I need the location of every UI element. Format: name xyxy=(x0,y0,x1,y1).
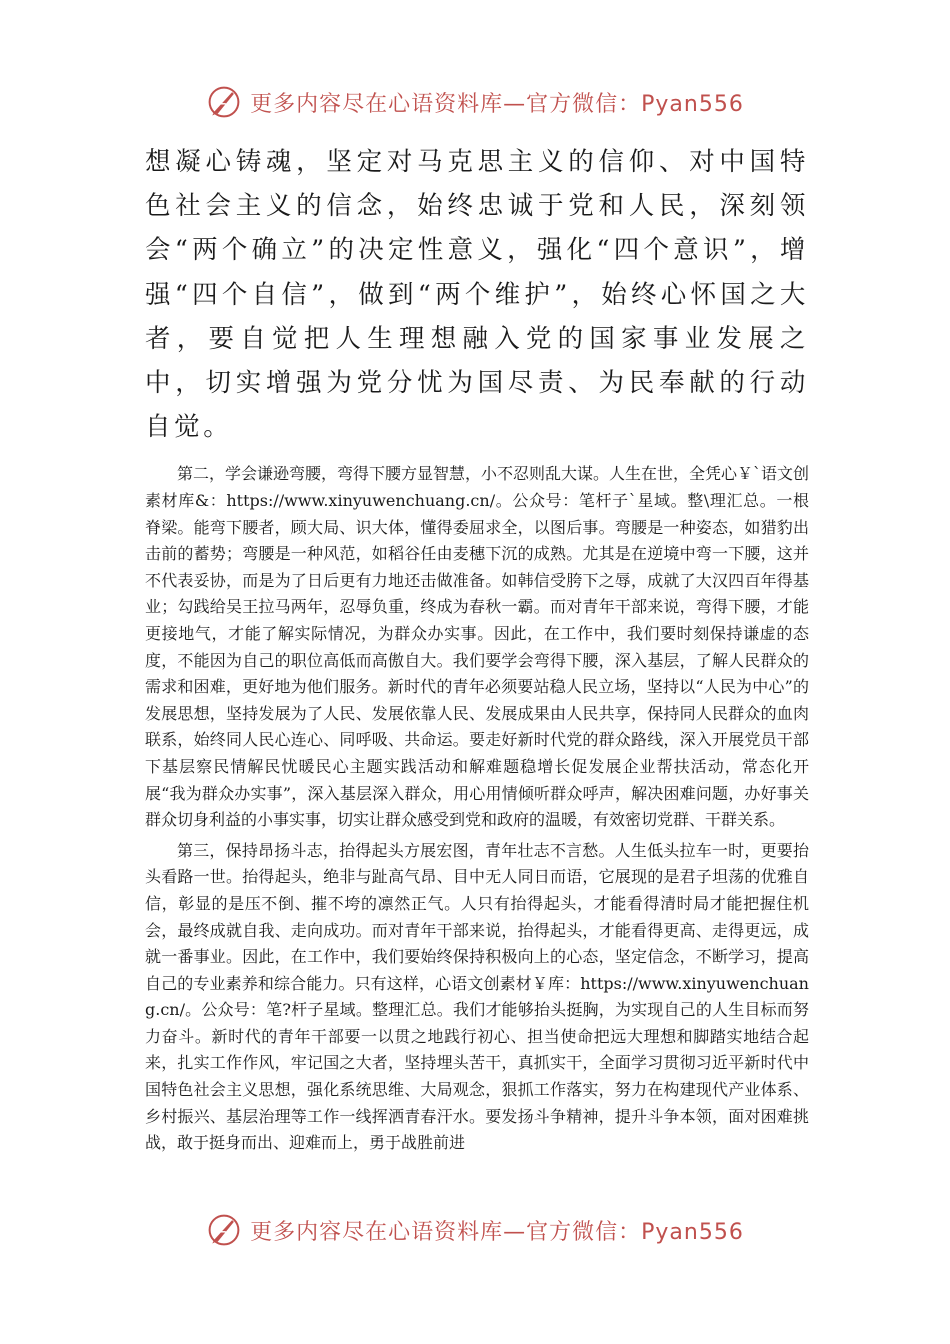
footer-brand-banner xyxy=(0,1210,950,1250)
footer-brand-text: 更多内容尽在心语资料库—官方微信：Pyan556 xyxy=(250,1219,744,1245)
quill-pen-logo-icon xyxy=(206,1212,242,1248)
body-paragraph-3: 第三，保持昂扬斗志，抬得起头方展宏图，青年壮志不言愁。人生低头拉车一时，更要抬头看路一世。抬得起头，绝非与趾高气昂、目中无人同日而语，它展现的是君子坦荡的优雅自信，彰显的是压不倒、摧不垮的凛然正气。人只有抬得起头，才能看得清时局才能把握住机会，最终成就自我、走向成功。而对青年干部来说，抬得起头，才能看得更高、走得更远，成就一番事业。因此，在工作中，我们要始终保持积极向上的心态，坚定信念，不断学习，提高自己的专业素养和综合能力。只有这样，心语文创素材￥库：https://www.xinyuwenchuang.cn/。公众号：笔?杆子星域。整理汇总。我们才能够抬头挺胸，为实现自己的人生目标而努力奋斗。新时代的青年干部要一以贯之地践行初心、担当使命把远大理想和脚踏实地结合起来，扎实工作作风，牢记国之大者，坚持埋头苦干，真抓实干，全面学习贯彻习近平新时代中国特色社会主义思想，强化系统思维、大局观念，狠抓工作落实，努力在构建现代产业体系、乡村振兴、基层治理等工作一线挥洒青春汗水。要发扬斗争精神，提升斗争本领，面对困难挑战，敢于挺身而出、迎难而上，勇于战胜前进 xyxy=(145,840,809,1153)
body-paragraph-2: 第二，学会谦逊弯腰，弯得下腰方显智慧，小不忍则乱大谋。人生在世，全凭心￥`语文创素材库&：https://www.xinyuwenchuang.cn/。公众号：笔杆子`星域。整\理汇总。一根脊梁。能弯下腰者，顾大局、识大体，懂得委屈求全，以图后事。弯腰是一种姿态，如猎豹出击前的蓄势；弯腰是一种风范，如稻谷任由麦穗下沉的成熟。尤其是在逆境中弯一下腰，这并不代表妥协，而是为了日后更有力地还击做准备。如韩信受胯下之辱，成就了大汉四百年得基业；勾践给吴王拉马两年，忍辱负重，终成为春秋一霸。而对青年干部来说，弯得下腰，才能更接地气，才能了解实际情况，为群众办实事。因此，在工作中，我们要时刻保持谦虚的态度，不能因为自己的职位高低而高傲自大。我们要学会弯得下腰，深入基层，了解人民群众的需求和困难，更好地为他们服务。新时代的青年必须要站稳人民立场，坚持以“人民为中心”的发展思想，坚持发展为了人民、发展依靠人民、发展成果由人民共享，保持同人民群众的血肉联系，始终同人民心连心、同呼吸、共命运。要走好新时代党的群众路线，深入开展党员干部下基层察民情解民忧暖民心主题实践活动和解难题稳增长促发展企业帮扶活动，常态化开展“我为群众办实事”，深入基层深入群众，用心用情倾听群众呼声，解决困难问题，办好事关群众切身利益的小事实事，切实让群众感受到党和政府的温暖，有效密切党群、干群关系。 xyxy=(145,464,810,830)
document-body xyxy=(145,140,809,1157)
quill-pen-logo-icon xyxy=(206,84,242,120)
header-brand-text: 更多内容尽在心语资料库—官方微信：Pyan556 xyxy=(250,91,744,117)
lead-paragraph: 想凝心铸魂，坚定对马克思主义的信仰、对中国特色社会主义的信念，始终忠诚于党和人民，深刻领会“两个确立”的决定性意义，强化“四个意识”，增强“四个自信”，做到“两个维护”，始终心怀国之大者，要自觉把人生理想融入党的国家事业发展之中，切实增强为党分忧为国尽责、为民奉献的行动自觉。 xyxy=(145,147,809,443)
header-brand-banner xyxy=(0,82,950,122)
